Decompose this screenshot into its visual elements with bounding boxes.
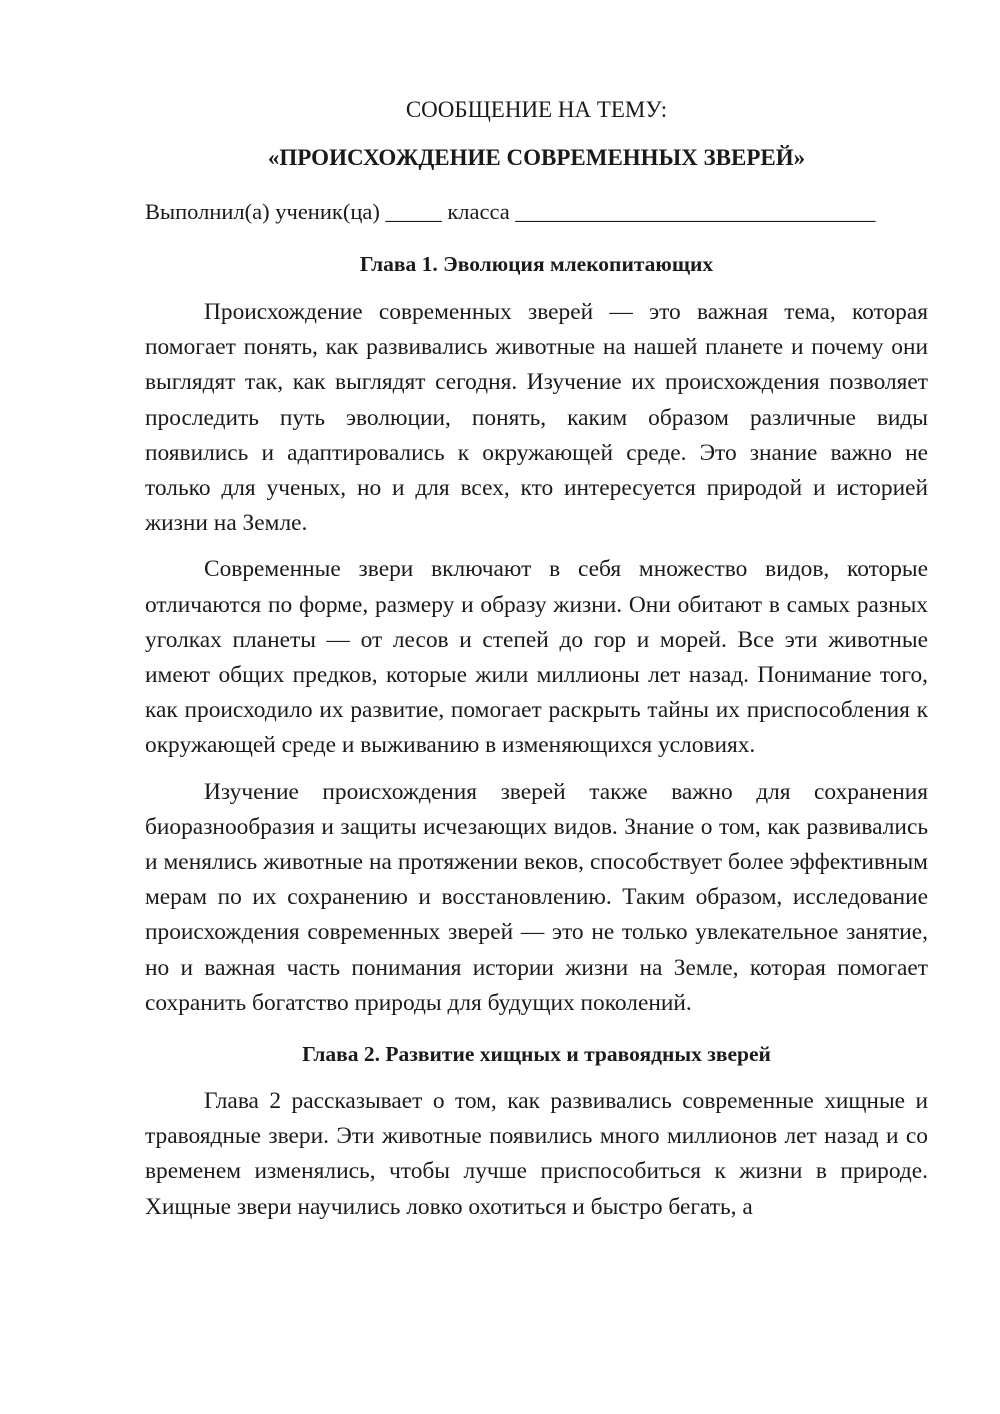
document-title-line: СООБЩЕНИЕ НА ТЕМУ: bbox=[405, 97, 668, 122]
chapter-1-heading: Глава 1. Эволюция млекопитающих bbox=[359, 252, 714, 276]
chapter-1-paragraph-2: Современные звери включают в себя множество видов, которые отличаются по форме, размеру и образу жизни. Они обитают в самых разных уголках планеты — от лесов и степей до гор и морей. Все эти животные имеют общих предков, которые жили миллионы лет назад. Понимание того, как происходило их развитие, помогает раскрыть тайны их приспособления к окружающей среде и выживанию в изменяющихся условиях. bbox=[145, 556, 928, 759]
chapter-2-heading: Глава 2. Развитие хищных и травоядных зверей bbox=[302, 1042, 771, 1067]
chapter-2-paragraph-1: Глава 2 рассказывает о том, как развивались современные хищные и травоядные звери. Эти животные появились много миллионов лет назад и со временем изменялись, чтобы лучше приспособиться к жизни в природе. Хищные звери научились ловко охотиться и быстро бегать, а bbox=[145, 1088, 928, 1220]
chapter-1-paragraph-3: Изучение происхождения зверей также важно для сохранения биоразнообразия и защиты исчезающих видов. Знание о том, как развивались и менялись животные на протяжении веков, способствует более эффективным мерам по их сохранению и восстановлению. Таким образом, исследование происхождения современных зверей — это не только увлекательное занятие, но и важная часть понимания истории жизни на Земле, которая помогает сохранить богатство природы для будущих поколений. bbox=[145, 778, 928, 1016]
page-content bbox=[145, 92, 928, 1225]
chapter-1-paragraph-1: Происхождение современных зверей — это важная тема, которая помогает понять, как развивались животные на нашей планете и почему они выглядят так, как выглядят сегодня. Изучение их происхождения позволяет проследить путь эволюции, понять, каким образом различные виды появились и адаптировались к окружающей среде. Это знание важно не только для ученых, но и для всех, кто интересуется природой и историей жизни на Земле. bbox=[145, 299, 928, 537]
document-title: «ПРОИСХОЖДЕНИЕ СОВРЕМЕННЫХ ЗВЕРЕЙ» bbox=[267, 145, 806, 170]
student-signature-line: Выполнил(а) ученик(ца) _____ класса ________________________________ bbox=[145, 199, 876, 224]
